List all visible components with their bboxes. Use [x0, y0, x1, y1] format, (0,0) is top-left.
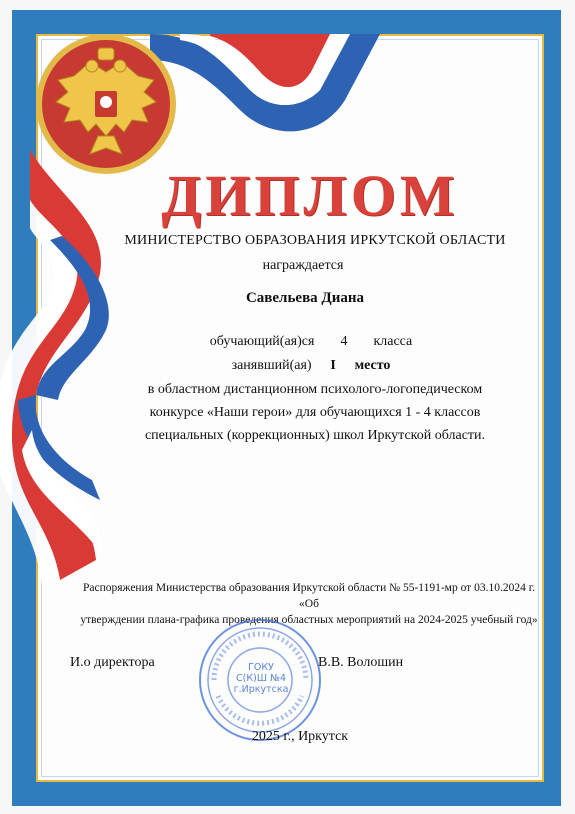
order-line-2: утверждении плана-графика проведения областных мероприятий на 2024-2025 учебный год» [80, 614, 538, 626]
place-value: I [330, 358, 336, 373]
diploma-title: ДИПЛОМ [161, 163, 459, 228]
student-grade-line [196, 334, 426, 350]
description-line-3: специальных (коррекционных) школ Иркутской области. [144, 428, 486, 443]
grade-value: 4 [340, 334, 348, 349]
awarded-text: награждается [262, 258, 344, 273]
place-suffix: место [354, 358, 391, 373]
description-line-1: в областном дистанционном психолого-логопедическом [147, 382, 483, 397]
grade-label: класса [373, 334, 413, 349]
footer-place-date: 2025 г., Иркутск [251, 729, 349, 744]
student-label: обучающий(ая)ся [209, 334, 315, 349]
russian-coat-of-arms-icon [34, 32, 178, 176]
stamp-line-2: С(К)Ш №4 [236, 673, 286, 684]
order-line-1: Распоряжения Министерства образования Иркутской области № 55-1191-мр от 03.10.2024 г. «Об [82, 582, 535, 610]
place-label: занявший(ая) [231, 358, 312, 373]
place-line [196, 358, 426, 374]
stamp-line-3: г.Иркутска [233, 684, 289, 695]
stamp-text [226, 662, 296, 695]
ministry-heading: МИНИСТЕРСТВО ОБРАЗОВАНИЯ ИРКУТСКОЙ ОБЛАСТИ [124, 233, 506, 248]
stamp-line-1: ГОКУ [248, 662, 274, 673]
description-line-2: конкурсе «Наши герои» для обучающихся 1 - 4 классов [149, 405, 481, 420]
director-title: И.о директора [70, 655, 155, 670]
director-name: В.В. Волошин [318, 655, 404, 670]
recipient-name: Савельева Диана [245, 290, 365, 306]
